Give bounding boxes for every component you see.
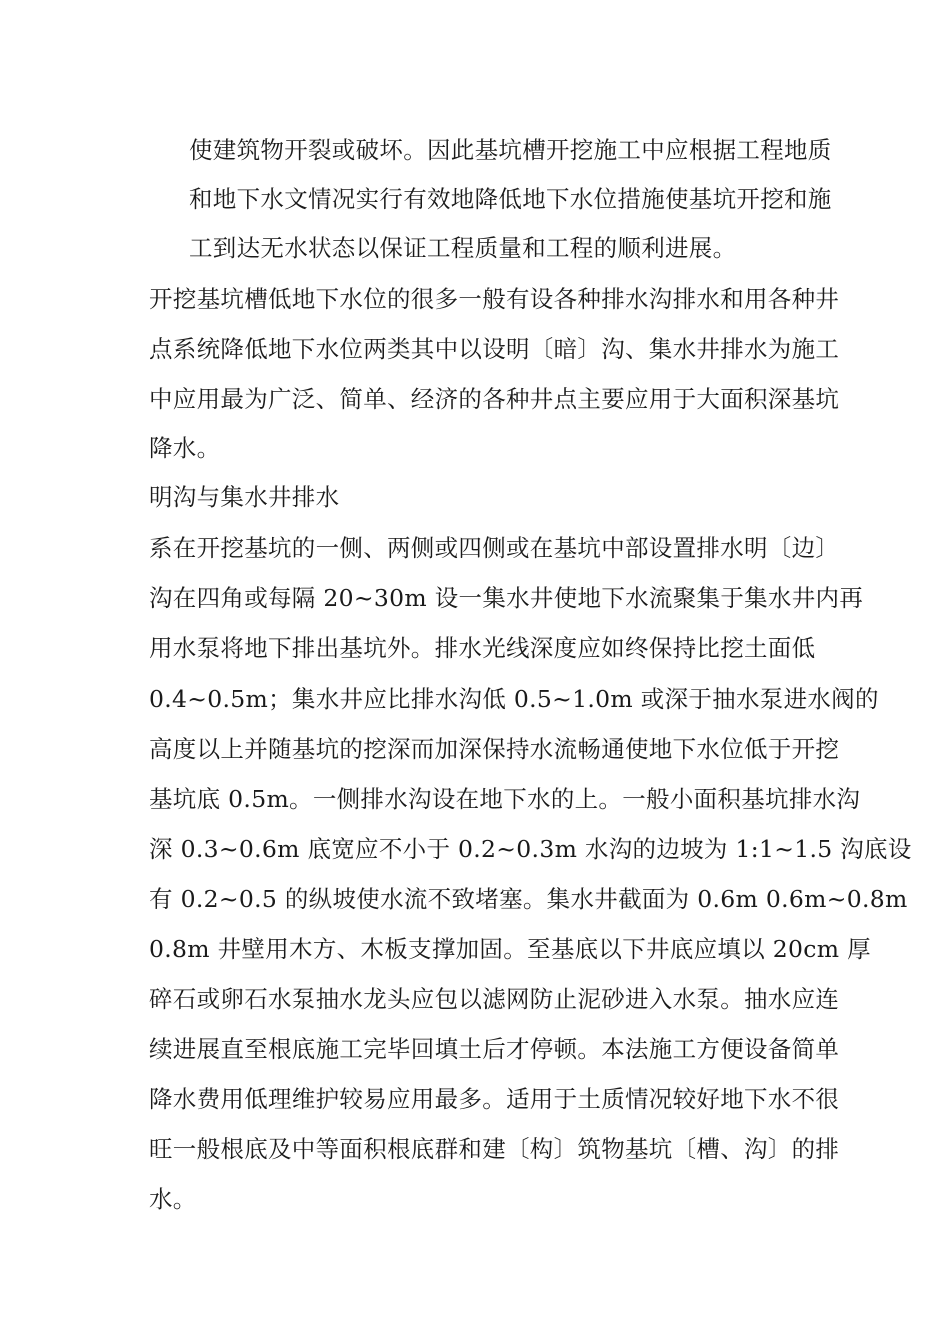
paragraph-line: 使建筑物开裂或破坏。因此基坑槽开挖施工中应根据工程地质: [189, 136, 832, 164]
paragraph-line: 开挖基坑槽低地下水位的很多一般有设各种排水沟排水和用各种井: [149, 285, 840, 313]
paragraph-line: 水。: [149, 1185, 197, 1213]
paragraph-line: 旺一般根底及中等面积根底群和建〔构〕筑物基坑〔槽、沟〕的排: [149, 1135, 840, 1163]
paragraph-line: 点系统降低地下水位两类其中以设明〔暗〕沟、集水井排水为施工: [149, 335, 840, 363]
paragraph-line: 和地下水文情况实行有效地降低地下水位措施使基坑开挖和施: [189, 185, 832, 213]
paragraph-line: 0.4~0.5m；集水井应比排水沟低 0.5~1.0m 或深于抽水泵进水阀的: [149, 685, 879, 713]
paragraph-line: 降水。: [149, 434, 221, 462]
paragraph-line: 工到达无水状态以保证工程质量和工程的顺利进展。: [189, 234, 737, 262]
paragraph-line: 沟在四角或每隔 20~30m 设一集水井使地下水流聚集于集水井内再: [149, 584, 864, 612]
paragraph-line: 基坑底 0.5m。一侧排水沟设在地下水的上。一般小面积基坑排水沟: [149, 785, 861, 813]
section-heading: 明沟与集水井排水: [149, 483, 340, 511]
paragraph-line: 深 0.3~0.6m 底宽应不小于 0.2~0.3m 水沟的边坡为 1:1~1.5 沟底设: [149, 835, 912, 863]
paragraph-line: 碎石或卵石水泵抽水龙头应包以滤网防止泥砂进入水泵。抽水应连: [149, 985, 840, 1013]
paragraph-line: 续进展直至根底施工完毕回填土后才停顿。本法施工方便设备简单: [149, 1035, 840, 1063]
paragraph-line: 中应用最为广泛、简单、经济的各种井点主要应用于大面积深基坑: [149, 385, 840, 413]
paragraph-line: 0.8m 井壁用木方、木板支撑加固。至基底以下井底应填以 20cm 厚: [149, 935, 871, 963]
paragraph-line: 用水泵将地下排出基坑外。排水光线深度应如终保持比挖土面低: [149, 634, 816, 662]
paragraph-line: 系在开挖基坑的一侧、两侧或四侧或在基坑中部设置排水明〔边〕: [149, 534, 840, 562]
paragraph-line: 有 0.2~0.5 的纵坡使水流不致堵塞。集水井截面为 0.6m 0.6m~0.8m: [149, 885, 908, 913]
paragraph-line: 高度以上并随基坑的挖深而加深保持水流畅通使地下水位低于开挖: [149, 735, 840, 763]
paragraph-line: 降水费用低理维护较易应用最多。适用于土质情况较好地下水不很: [149, 1085, 840, 1113]
